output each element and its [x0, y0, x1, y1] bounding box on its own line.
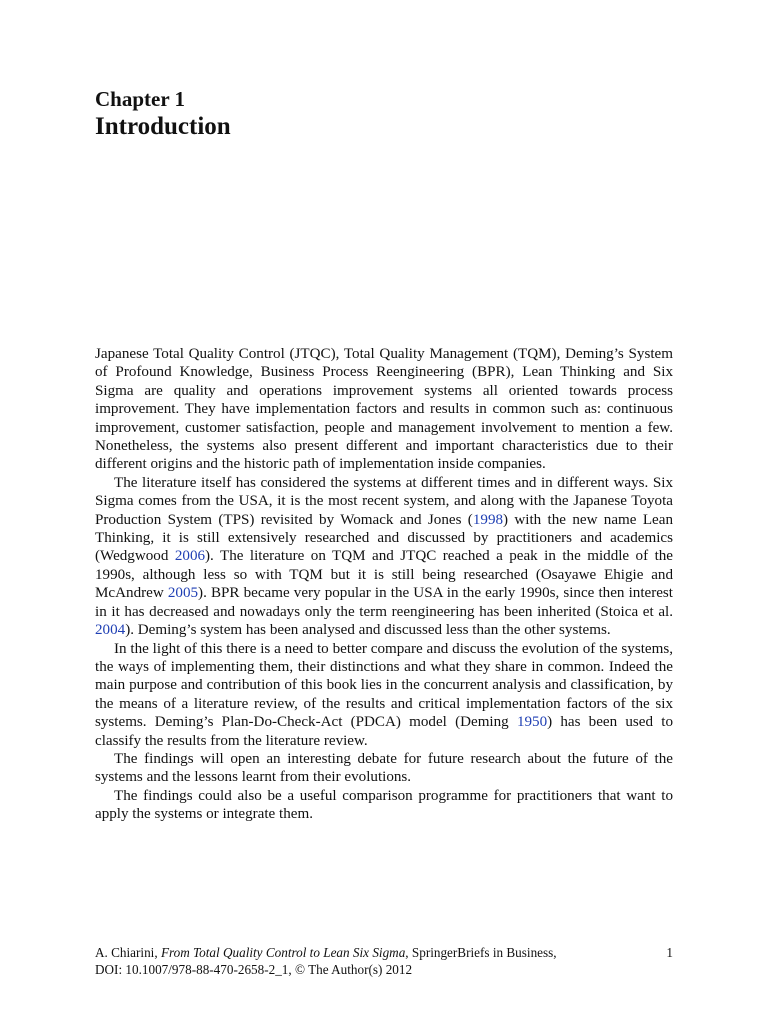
text-segment: ) with the new name Lean Thinking, it is still extensively researched and discussed by practitioners and academics (Wedgwood: [95, 511, 673, 565]
text-segment: Japanese Total Quality Control (JTQC), Total Quality Management (TQM), Deming’s System of Profound Knowledge, Business Process Reengineering (BPR), Lean Thinking and Six Sigma are quality and operations improvement systems all oriented towards process improvement. They have implementation factors and results in common such as: continuous improvement, customer satisfaction, people and management involvement to mention a few. Nonetheless, the systems also present different and important characteristics due to their different origins and the historic path of implementation inside companies.: [95, 346, 673, 473]
text-segment: The literature itself has considered the systems at different times and in different ways. Six Sigma comes from the USA, it is the most recent system, and along with the Japanese Toyota Production System (TPS) revisited by Womack and Jones (: [95, 474, 673, 528]
footer-book-title: From Total Quality Control to Lean Six Sigma: [160, 945, 406, 960]
text-segment: ). Deming’s system has been analysed and discussed less than the other systems.: [125, 622, 611, 639]
footer-series: , SpringerBriefs in Business,: [405, 945, 557, 960]
paragraph-5: [95, 787, 673, 824]
text-segment: ) has been used to classify the results from the literature review.: [95, 714, 674, 749]
page-number: 1: [666, 945, 673, 960]
text-segment: The findings will open an interesting debate for future research about the future of the systems and the lessons learnt from their evolutions.: [95, 750, 673, 786]
paragraph-1: [95, 345, 673, 474]
footer-citation: [95, 944, 673, 978]
text-segment: The findings could also be a useful comparison programme for practitioners that want to apply the systems or integrate them.: [95, 787, 673, 823]
text-segment: ). BPR became very popular in the USA in the early 1990s, since then interest in it has decreased and nowadays only the term reengineering has been inherited (Stoica et al.: [95, 585, 674, 620]
footer-author: A. Chiarini,: [95, 945, 161, 960]
text-segment: ). The literature on TQM and JTQC reached a peak in the middle of the 1990s, although less so with TQM but it is still being researched (Osayawe Ehigie and McAndrew: [95, 548, 674, 602]
paragraph-4: [95, 750, 673, 787]
paragraph-3: [95, 640, 673, 750]
chapter-title: Introduction: [95, 113, 231, 140]
body-text: [95, 345, 673, 824]
footer-doi: DOI: 10.1007/978-88-470-2658-2_1, © The Author(s) 2012: [95, 962, 413, 977]
citation-link-1950[interactable]: 1950: [516, 714, 548, 731]
paragraph-2: [95, 474, 673, 640]
chapter-label: Chapter 1: [95, 87, 186, 111]
text-segment: In the light of this there is a need to better compare and discuss the evolution of the systems, the ways of implementing them, their distinctions and what they share in common. Indeed the main purpose and contribution of this book lies in the concurrent analysis and classification, by the means of a literature review, of the results and critical implementation factors of the six systems. Deming’s Plan-Do-Check-Act (PDCA) model (Deming: [95, 640, 673, 731]
citation-link-1998[interactable]: 1998: [472, 511, 504, 528]
citation-link-2006[interactable]: 2006: [174, 548, 206, 565]
citation-link-2004[interactable]: 2004: [95, 622, 126, 639]
citation-link-2005[interactable]: 2005: [167, 585, 199, 602]
footer-line-1: [95, 944, 673, 961]
